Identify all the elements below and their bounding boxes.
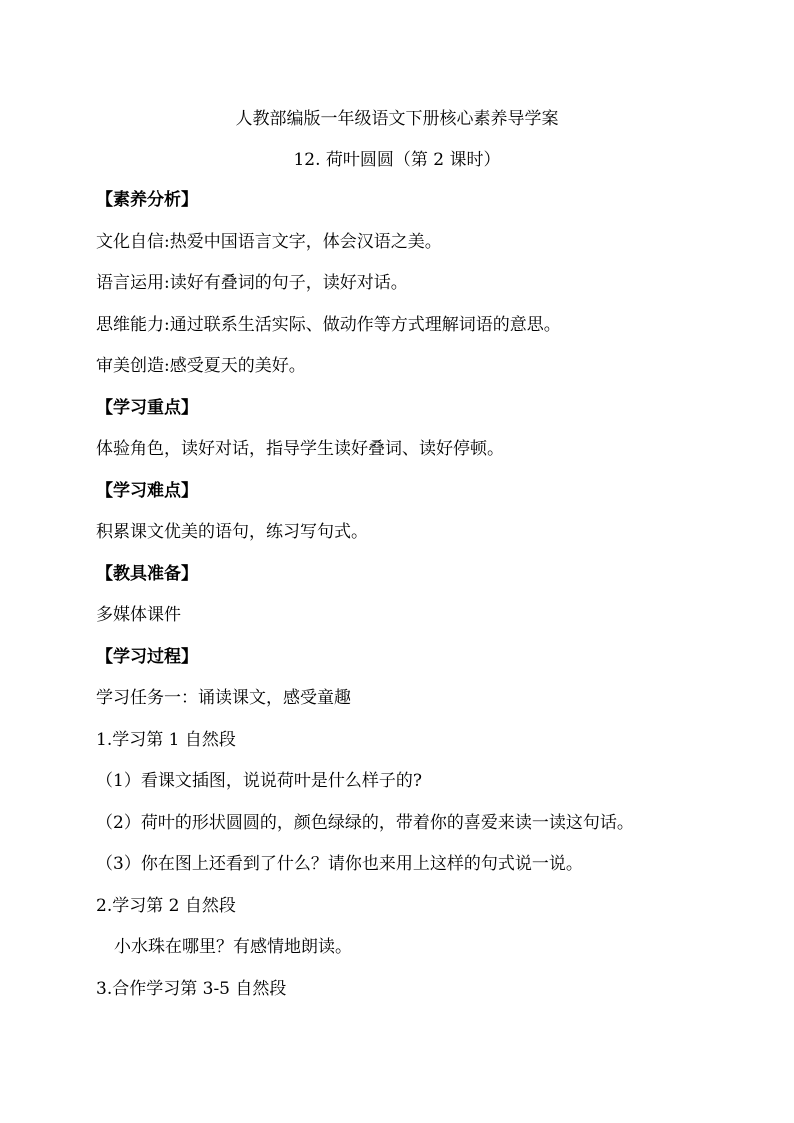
- step-one-item: （2）荷叶的形状圆圆的，颜色绿绿的，带着你的喜爱来读一读这句话。: [96, 813, 634, 833]
- section-heading-difficult-points: 【学习难点】: [96, 481, 198, 501]
- section-heading-materials: 【教具准备】: [96, 564, 198, 584]
- key-points-text: 体验角色，读好对话，指导学生读好叠词、读好停顿。: [96, 439, 504, 459]
- step-one-item: （1）看课文插图，说说荷叶是什么样子的?: [96, 771, 422, 791]
- literacy-item: 思维能力:通过联系生活实际、做动作等方式理解词语的意思。: [96, 315, 561, 335]
- step-one-item: （3）你在图上还看到了什么？请你也来用上这样的句式说一说。: [96, 854, 583, 874]
- materials-text: 多媒体课件: [96, 605, 181, 625]
- difficult-points-text: 积累课文优美的语句，练习写句式。: [96, 522, 368, 542]
- document-title: 人教部编版一年级语文下册核心素养导学案: [235, 109, 559, 129]
- section-heading-literacy-analysis: 【素养分析】: [96, 190, 198, 210]
- step-one-title: 1.学习第 1 自然段: [96, 730, 236, 750]
- step-two-text: 小水珠在哪里？有感情地朗读。: [114, 937, 352, 957]
- literacy-item: 文化自信:热爱中国语言文字，体会汉语之美。: [96, 232, 442, 252]
- section-heading-key-points: 【学习重点】: [96, 398, 198, 418]
- lesson-subtitle: 12. 荷叶圆圆（第 2 课时）: [293, 150, 501, 170]
- section-heading-process: 【学习过程】: [96, 647, 198, 667]
- step-three-title: 3.合作学习第 3-5 自然段: [96, 979, 287, 999]
- literacy-item: 语言运用:读好有叠词的句子，读好对话。: [96, 273, 408, 293]
- step-two-title: 2.学习第 2 自然段: [96, 896, 236, 916]
- literacy-item: 审美创造:感受夏天的美好。: [96, 356, 306, 376]
- task-one-title: 学习任务一：诵读课文，感受童趣: [96, 688, 351, 708]
